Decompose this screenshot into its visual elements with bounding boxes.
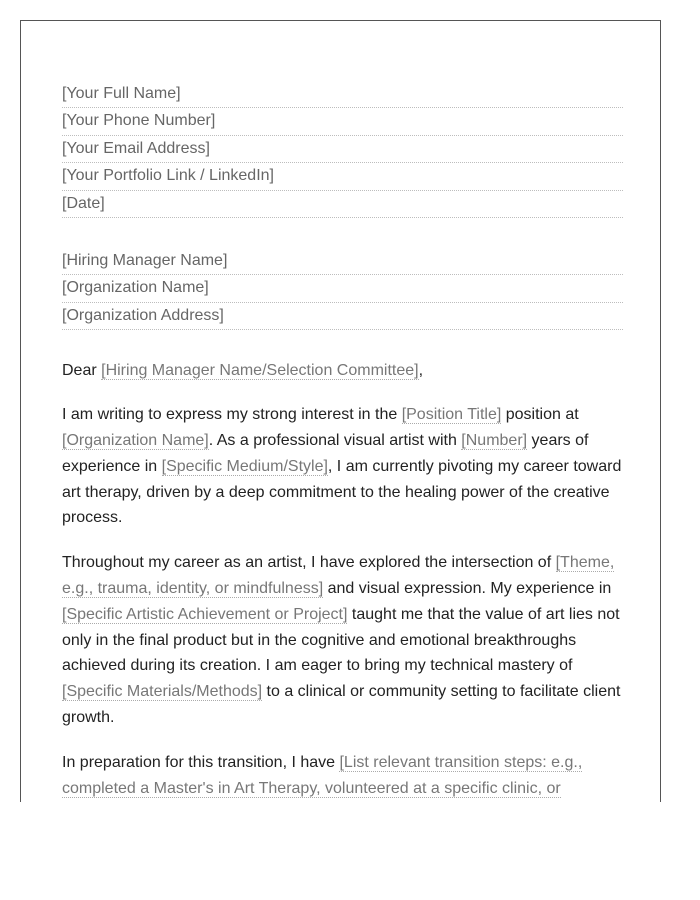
text: I am writing to express my strong interest in the xyxy=(62,406,402,424)
theme-placeholder[interactable]: [Theme, e.g., trauma, identity, or mindfulness] xyxy=(62,554,615,598)
letter-content xyxy=(62,81,623,802)
paragraph-intro xyxy=(62,402,623,531)
greeting xyxy=(62,358,623,384)
text: Throughout my career as an artist, I have explored the intersection of xyxy=(62,554,556,572)
paragraph-transition xyxy=(62,750,623,802)
text: . As a professional visual artist with xyxy=(208,432,462,450)
organization-name-placeholder[interactable]: [Organization Name] xyxy=(62,432,209,450)
sender-name-field[interactable]: [Your Full Name] xyxy=(62,81,623,108)
greeting-placeholder[interactable]: [Hiring Manager Name/Selection Committee] xyxy=(101,362,419,380)
text: taught me that the value of art lies not only in the final product but in the cognitive and emotional breakthroughs achieved during its creation. I am eager to bring my technical mastery of xyxy=(62,605,620,675)
text: and visual expression. My experience in xyxy=(323,580,612,598)
text: years of experience in xyxy=(62,432,589,475)
greeting-suffix: , xyxy=(418,362,424,380)
text: , I am currently pivoting my career toward art therapy, driven by a deep commitment to the healing power of the creative process. xyxy=(62,457,622,527)
sender-block xyxy=(62,81,623,218)
text: to a clinical or community setting to facilitate client growth. xyxy=(62,683,621,727)
letter-page xyxy=(20,20,661,802)
medium-style-placeholder[interactable]: [Specific Medium/Style] xyxy=(161,457,328,475)
recipient-manager-field[interactable]: [Hiring Manager Name] xyxy=(62,248,623,275)
text: In preparation for this transition, I have xyxy=(62,753,340,771)
position-title-placeholder[interactable]: [Position Title] xyxy=(401,406,502,424)
sender-email-field[interactable]: [Your Email Address] xyxy=(62,136,623,163)
date-field[interactable]: [Date] xyxy=(62,191,623,218)
greeting-prefix: Dear xyxy=(62,362,102,380)
recipient-organization-field[interactable]: [Organization Name] xyxy=(62,275,623,302)
spacer xyxy=(62,330,623,358)
materials-methods-placeholder[interactable]: [Specific Materials/Methods] xyxy=(62,683,263,701)
achievement-placeholder[interactable]: [Specific Artistic Achievement or Project] xyxy=(62,605,348,623)
number-placeholder[interactable]: [Number] xyxy=(461,432,528,450)
spacer xyxy=(62,218,623,248)
transition-steps-placeholder[interactable]: [List relevant transition steps: e.g., completed a Master's in Art Therapy, volunteered at a specific clinic, or xyxy=(62,753,583,797)
text: position at xyxy=(501,406,579,424)
paragraph-experience xyxy=(62,550,623,731)
recipient-address-field[interactable]: [Organization Address] xyxy=(62,303,623,330)
sender-portfolio-field[interactable]: [Your Portfolio Link / LinkedIn] xyxy=(62,163,623,190)
sender-phone-field[interactable]: [Your Phone Number] xyxy=(62,108,623,135)
recipient-block xyxy=(62,248,623,330)
